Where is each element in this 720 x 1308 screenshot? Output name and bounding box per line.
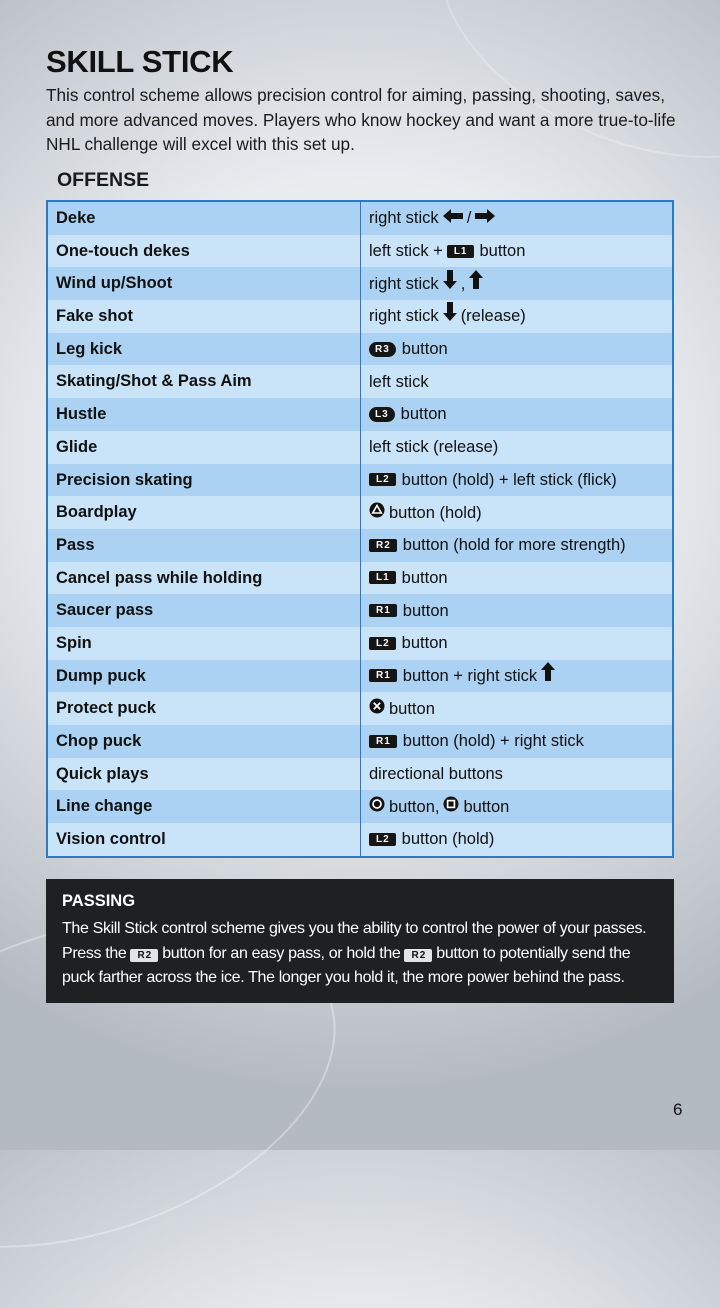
table-row (48, 202, 672, 235)
tip-title: PASSING (62, 892, 136, 910)
action-name: Boardplay (48, 496, 361, 529)
intro-paragraph: This control scheme allows precision control for aiming, passing, shooting, saves, and more advanced moves. Players who know hockey and want a more true-to-life NHL challenge will excel with this set up. (46, 85, 676, 154)
l1-button-badge: L1 (447, 245, 474, 258)
r1-button-badge: R1 (369, 604, 397, 617)
control-text: left stick (369, 372, 429, 391)
action-name: Quick plays (48, 758, 361, 791)
table-row (48, 464, 672, 497)
table-row (48, 594, 672, 627)
tip-line: puck farther across the ice. The longer you hold it, the more power behind the pass. (62, 969, 625, 986)
control-input (361, 333, 672, 366)
action-name: Saucer pass (48, 594, 361, 627)
control-input (361, 431, 672, 464)
table-row (48, 365, 672, 398)
control-text: button (401, 340, 448, 359)
control-text: button (hold for more strength) (402, 536, 626, 555)
r1-button-badge: R1 (369, 669, 397, 682)
control-input (361, 758, 672, 791)
triangle-button-icon (369, 496, 385, 530)
tip-text: button to potentially send the (436, 944, 631, 962)
control-text: button + right stick (402, 666, 538, 685)
l1-button-badge: L1 (369, 571, 396, 584)
r2-button-badge: R2 (369, 539, 397, 552)
action-name: Cancel pass while holding (48, 562, 361, 595)
action-name: Dump puck (48, 660, 361, 693)
table-row (48, 398, 672, 431)
table-row (48, 267, 672, 300)
control-text: right stick (369, 274, 439, 293)
control-text: directional buttons (369, 765, 503, 784)
action-name: Leg kick (48, 333, 361, 366)
control-text: button (hold) + left stick (flick) (401, 470, 617, 489)
action-name: Precision skating (48, 464, 361, 497)
control-input (361, 562, 672, 595)
control-text: button, (389, 797, 440, 816)
control-text: button (401, 634, 448, 653)
action-name: Wind up/Shoot (48, 267, 361, 300)
control-text: button (400, 405, 447, 424)
control-input (361, 300, 672, 333)
l2-button-badge: L2 (369, 833, 396, 846)
control-input (361, 594, 672, 627)
control-text: button (hold) (389, 503, 482, 522)
action-name: Vision control (48, 823, 361, 856)
control-input (361, 464, 672, 497)
control-input (361, 790, 672, 823)
tip-line (62, 942, 658, 967)
tip-line: The Skill Stick control scheme gives you the ability to control the power of your passes. (62, 920, 647, 937)
table-row (48, 235, 672, 268)
table-row (48, 660, 672, 693)
control-input (361, 529, 672, 562)
action-name: Hustle (48, 398, 361, 431)
table-row (48, 790, 672, 823)
up-arrow-icon (541, 659, 555, 693)
table-row (48, 692, 672, 725)
control-input (361, 627, 672, 660)
right-arrow-icon (475, 201, 495, 235)
cross-button-icon (369, 692, 385, 726)
control-text: button (401, 568, 448, 587)
action-name: Chop puck (48, 725, 361, 758)
control-text: button (hold) (401, 830, 495, 849)
r3-button-badge: R3 (369, 342, 396, 357)
control-input (361, 202, 672, 235)
r1-button-badge: R1 (369, 735, 397, 748)
action-name: Skating/Shot & Pass Aim (48, 365, 361, 398)
action-name: Protect puck (48, 692, 361, 725)
control-input (361, 692, 672, 725)
page-number: 6 (673, 1100, 683, 1119)
r2-button-badge: R2 (404, 949, 432, 962)
l2-button-badge: L2 (369, 637, 396, 650)
action-name: One-touch dekes (48, 235, 361, 268)
action-name: Pass (48, 529, 361, 562)
control-text: left stick + (369, 242, 443, 261)
square-button-icon (443, 790, 459, 824)
table-row (48, 562, 672, 595)
table-row (48, 529, 672, 562)
passing-tip-box (46, 879, 674, 1003)
control-text: button (389, 699, 435, 718)
circle-button-icon (369, 790, 385, 824)
control-text: (release) (460, 307, 526, 326)
action-name: Line change (48, 790, 361, 823)
table-row (48, 333, 672, 366)
down-arrow-icon (443, 267, 457, 301)
control-input (361, 398, 672, 431)
control-text: button (479, 242, 526, 261)
table-row (48, 496, 672, 529)
control-input (361, 725, 672, 758)
control-text: right stick (369, 307, 439, 326)
left-arrow-icon (443, 201, 463, 235)
action-name: Glide (48, 431, 361, 464)
control-text: , (460, 274, 466, 293)
l3-button-badge: L3 (369, 407, 395, 422)
action-name: Deke (48, 202, 361, 235)
table-row (48, 725, 672, 758)
table-row (48, 300, 672, 333)
control-input (361, 496, 672, 529)
control-text: button (402, 601, 449, 620)
action-name: Spin (48, 627, 361, 660)
control-input (361, 267, 672, 300)
l2-button-badge: L2 (369, 473, 396, 486)
section-heading-offense: OFFENSE (57, 169, 150, 191)
table-row (48, 758, 672, 791)
control-text: left stick (release) (369, 438, 499, 457)
control-input (361, 823, 672, 856)
r2-button-badge: R2 (130, 949, 158, 962)
control-input (361, 660, 672, 693)
up-arrow-icon (469, 267, 483, 301)
control-text: right stick (369, 209, 439, 228)
control-text: button (hold) + right stick (402, 732, 584, 751)
controls-table (46, 200, 674, 858)
control-input (361, 235, 672, 268)
action-name: Fake shot (48, 300, 361, 333)
control-input (361, 365, 672, 398)
table-row (48, 823, 672, 856)
control-text: / (466, 209, 472, 228)
tip-body (62, 917, 658, 991)
table-row (48, 431, 672, 464)
table-row (48, 627, 672, 660)
tip-text: Press the (62, 944, 127, 962)
tip-text: button for an easy pass, or hold the (162, 944, 401, 962)
down-arrow-icon (443, 299, 457, 333)
page-title: SKILL STICK (46, 44, 234, 79)
control-text: button (463, 797, 510, 816)
